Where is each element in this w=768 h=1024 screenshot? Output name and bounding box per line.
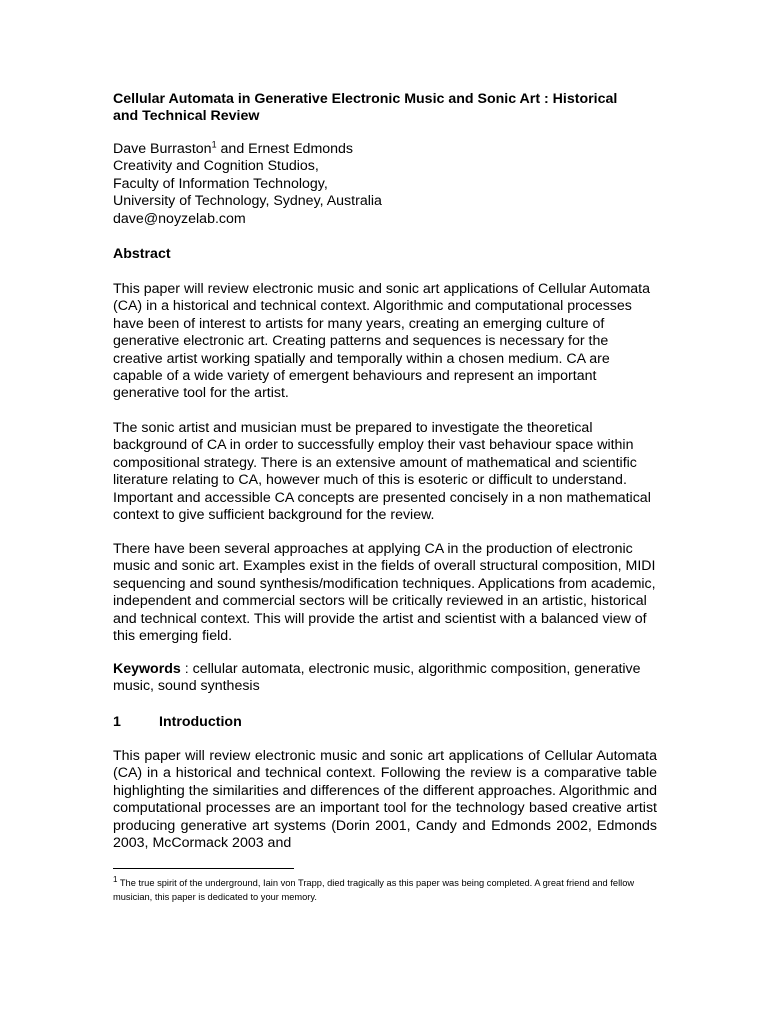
- title-line-2: and Technical Review: [113, 108, 260, 125]
- section-number: 1: [113, 714, 121, 730]
- title-line-1: Cellular Automata in Generative Electronic Music and Sonic Art : Historical: [113, 91, 618, 107]
- abstract-paragraph-2: [113, 420, 657, 524]
- footnote-mark: 1: [113, 874, 118, 884]
- abstract-heading: Abstract: [113, 246, 171, 262]
- author-1: Dave Burraston: [113, 141, 212, 157]
- section-title: Introduction: [159, 714, 242, 730]
- author-block: [113, 141, 657, 228]
- keywords: [113, 661, 657, 696]
- abstract-paragraph-3: [113, 541, 657, 645]
- abstract-text-3: There have been several approaches at applying CA in the production of electronic music and sonic art. Examples exist in the fields of overall structural composition, MIDI sequencing and sound synthesis/modification techniques. Applications from academic, independent and commercial sectors will be critically reviewed in an artistic, historical and technical context. This will provide the artist and scientist with a balanced view of this emerging field.: [113, 541, 656, 645]
- affiliation-1: Creativity and Cognition Studios,: [113, 158, 319, 175]
- abstract-text-1: This paper will review electronic music and sonic art applications of Cellular Automata (CA) in a historical and technical context. Algorithmic and computational processes have been of interest to artists for many years, creating an emerging culture of generative electronic art. Creating patterns and sequences is necessary for the creative artist working spatially and temporally within a chosen medium. CA are capable of a wide variety of emergent behaviours and represent an important generative tool for the artist.: [113, 281, 651, 402]
- footnote: [113, 876, 653, 904]
- author-email: dave@noyzelab.com: [113, 210, 246, 227]
- author-2: and Ernest Edmonds: [216, 141, 354, 157]
- footnote-ref: 1: [211, 139, 217, 150]
- introduction-paragraph: [113, 748, 657, 852]
- introduction-text: This paper will review electronic music and sonic art applications of Cellular Automata (CA) in a historical and technical context. Following the review is a comparative table highlighting the similarities and differences of the different approaches. Algorithmic and computational processes are an important tool for the technology based creative artist producing generative art systems (Dorin 2001, Candy and Edmonds 2002, Edmonds 2003, McCormack 2003 and: [113, 748, 657, 852]
- abstract-paragraph-1: [113, 281, 657, 403]
- affiliation-2: Faculty of Information Technology,: [113, 175, 328, 192]
- keywords-label: Keywords: [113, 661, 181, 677]
- keywords-text: : cellular automata, electronic music, algorithmic composition, generative music, sound synthesis: [113, 661, 641, 695]
- affiliation-3: University of Technology, Sydney, Australia: [113, 193, 382, 210]
- abstract-text-2: The sonic artist and musician must be prepared to investigate the theoretical background of CA in order to successfully employ their vast behaviour space within compositional strategy. There is an extensive amount of mathematical and scientific literature relating to CA, however much of this is esoteric or difficult to understand. Important and accessible CA concepts are presented concisely in a non mathematical context to give sufficient background for the review.: [113, 420, 651, 524]
- footnote-rule: [113, 868, 294, 869]
- paper-title: [113, 91, 657, 126]
- footnote-text: The true spirit of the underground, Iain von Trapp, died tragically as this paper was being completed. A great friend and fellow musician, this paper is dedicated to your memory.: [113, 878, 635, 902]
- section-heading-introduction: [113, 714, 657, 731]
- author-names: [113, 141, 657, 158]
